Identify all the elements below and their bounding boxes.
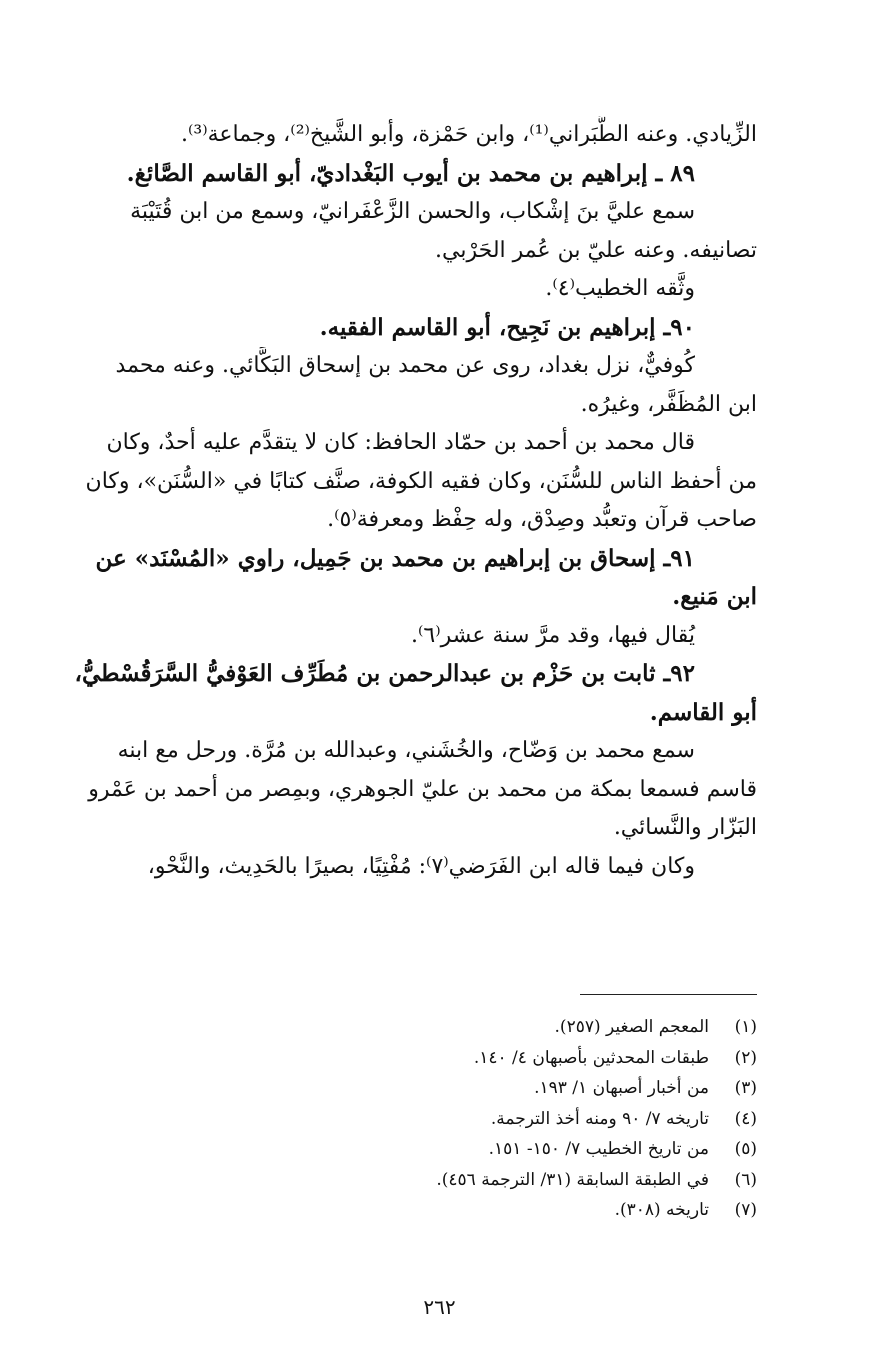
footnotes — [42, 1012, 757, 1226]
body-line: البَزّار والنَّسائي. — [613, 815, 757, 840]
footnote-item — [42, 1012, 757, 1043]
body-line: صاحب قرآن وتعبُّد وصِدْق، وله حِفْظ ومعرفة⁽٥⁾. — [327, 507, 757, 532]
body-line: تصانيفه. وعنه عليّ بن عُمر الحَرْبي. — [435, 237, 757, 263]
body-line: قال محمد بن أحمد بن حمّاد الحافظ: كان لا يتقدَّم عليه أحدٌ، وكان — [106, 430, 695, 455]
footnote-text: المعجم الصغير (٢٥٧). — [554, 1017, 709, 1037]
entry-heading-line: ٨٩ ـ إبراهيم بن محمد بن أيوب البَغْداديّ، أبو القاسم الصَّائغ. — [126, 159, 695, 187]
entry-heading-line: ابن مَنيع. — [672, 583, 757, 610]
footnote-number: (١) — [734, 1017, 757, 1037]
footnote-text: في الطبقة السابقة (٣١/ الترجمة ٤٥٦). — [436, 1169, 709, 1190]
body-line: وثَّقه الخطيب⁽٤⁾. — [545, 276, 695, 301]
main-text — [42, 116, 757, 886]
body-line: كُوفيٌّ، نزل بغداد، روى عن محمد بن إسحاق البَكَّائي. وعنه محمد — [115, 353, 695, 378]
footnote-item — [42, 1073, 757, 1104]
entry-heading-line: ٩٠ـ إبراهيم بن نَجِيح، أبو القاسم الفقيه. — [319, 313, 695, 341]
footnote-number: (٣) — [734, 1078, 757, 1098]
entry-heading-line: ٩٢ـ ثابت بن حَزْم بن عبدالرحمن بن مُطَرِّف العَوْفيُّ السَّرَقُسْطيُّ، — [74, 660, 695, 687]
body-line: سمع محمد بن وَضّاح، والخُشَني، وعبدالله بن مُرَّة. ورحل مع ابنه — [117, 738, 695, 763]
footnote-item — [42, 1134, 757, 1165]
page-number: ٢٦٢ — [423, 1295, 456, 1319]
footnote-divider — [580, 994, 757, 995]
body-line: من أحفظ الناس للسُّنَن، وكان فقيه الكوفة، صنَّف كتابًا في «السُّنَن»، وكان — [85, 468, 757, 494]
entry-heading-line: أبو القاسم. — [649, 698, 757, 726]
footnote-item — [42, 1165, 757, 1196]
footnote-number: (٥) — [734, 1139, 757, 1159]
footnote-item — [42, 1043, 757, 1074]
body-line: قاسم فسمعا بمكة من محمد بن عليّ الجوهري، وبمِصر من أحمد بن عَمْرو — [88, 776, 757, 802]
body-line: وكان فيما قاله ابن الفَرَضي⁽٧⁾: مُفْتِيًا، بصيرًا بالحَدِيث، والنَّحْو، — [147, 853, 695, 879]
footnote-text: تاريخه (٣٠٨). — [614, 1200, 709, 1220]
body-line: يُقال فيها، وقد مرَّ سنة عشر⁽٦⁾. — [410, 622, 695, 648]
footnote-item — [42, 1195, 757, 1226]
footnote-number: (٦) — [734, 1169, 757, 1190]
footnote-text: تاريخه ٧/ ٩٠ ومنه أخذ الترجمة. — [490, 1108, 709, 1129]
footnote-number: (٤) — [734, 1108, 757, 1129]
footnote-item — [42, 1104, 757, 1135]
footnote-text: من أخبار أصبهان ١/ ١٩٣. — [534, 1078, 709, 1098]
footnote-number: (٧) — [734, 1200, 757, 1220]
entry-heading-line: ٩١ـ إسحاق بن إبراهيم بن محمد بن جَمِيل، راوي «المُسْنَد» عن — [95, 544, 695, 572]
footnote-text: طبقات المحدثين بأصبهان ٤/ ١٤٠. — [473, 1047, 709, 1068]
body-line: ابن المُظَفَّر، وغيرُه. — [580, 391, 757, 417]
footnote-number: (٢) — [734, 1047, 757, 1068]
footnote-text: من تاريخ الخطيب ٧/ ١٥٠- ١٥١. — [488, 1139, 709, 1159]
body-line: سمع عليَّ بنَ إشْكاب، والحسن الزَّعْفَرانيّ، وسمع من ابن قُتَيْبَة — [130, 199, 695, 224]
body-line: الزِّيادي. وعنه الطَّبَراني⁽¹⁾، وابن حَمْزة، وأبو الشَّيخ⁽²⁾، وجماعة⁽³⁾. — [180, 122, 757, 147]
